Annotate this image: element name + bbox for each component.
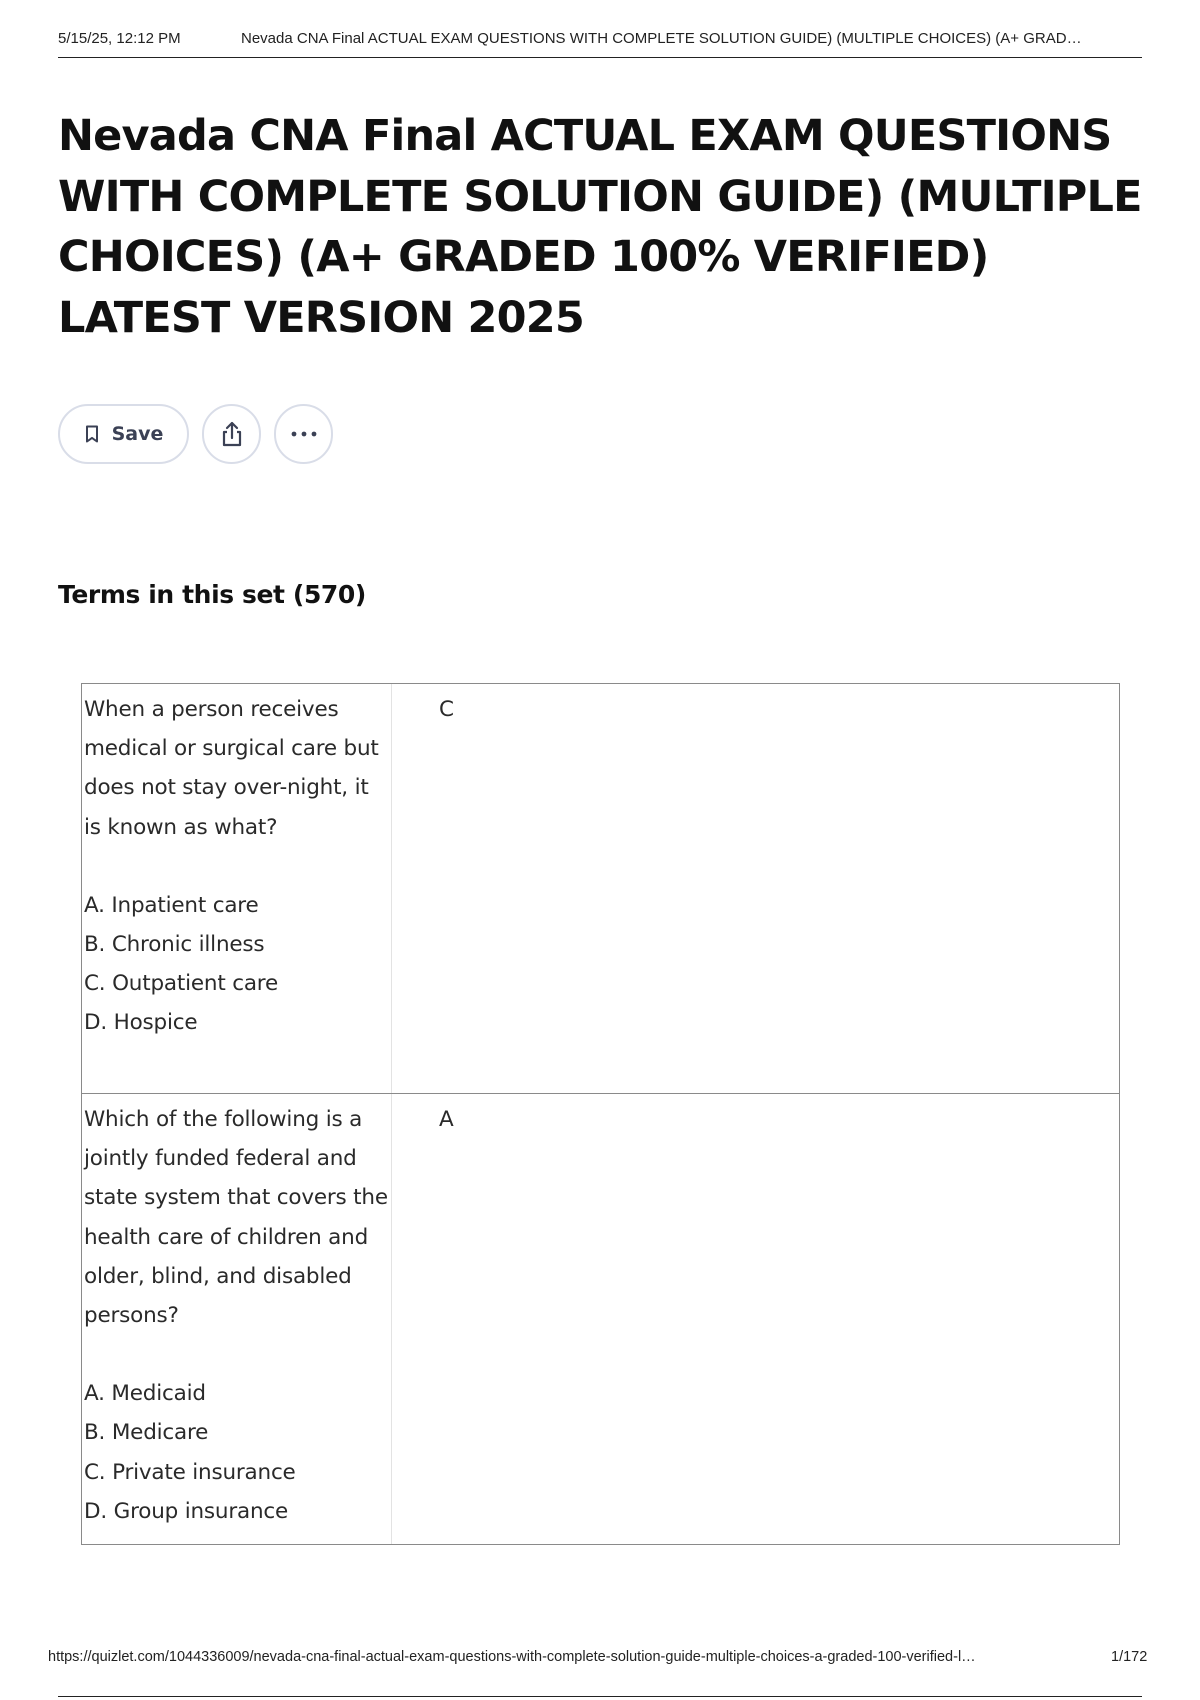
term-choice: B. Chronic illness — [84, 932, 265, 958]
bookmark-icon — [84, 424, 100, 444]
share-icon — [219, 420, 245, 448]
terms-table — [81, 683, 1120, 1545]
terms-heading: Terms in this set (570) — [58, 580, 366, 609]
term-choice: D. Group insurance — [84, 1498, 289, 1524]
term-choice: D. Hospice — [84, 1010, 198, 1036]
term-answer: C — [439, 697, 455, 722]
print-header — [58, 28, 1142, 58]
term-question-cell — [82, 1094, 392, 1544]
term-choice: B. Medicare — [84, 1420, 209, 1446]
page-number: 1/172 — [1111, 1649, 1148, 1665]
page-title: Nevada CNA Final ACTUAL EXAM QUESTIONS WITH COMPLETE SOLUTION GUIDE) (MULTIPLE CHOICES) (A+ GRADED 100% VERIFIED) LATEST VERSION 2025 — [58, 111, 1142, 343]
term-answer: A — [439, 1107, 454, 1132]
term-question: When a person receives medical or surgical care but does not stay over-night, it is known as what? — [84, 697, 379, 840]
term-choice: A. Inpatient care — [84, 892, 259, 918]
term-choice: C. Outpatient care — [84, 971, 278, 997]
term-card[interactable] — [82, 1094, 1119, 1544]
print-url: https://quizlet.com/1044336009/nevada-cna-final-actual-exam-questions-with-complete-solution-guide-multiple-choices-a-graded-100-verified-l… — [48, 1649, 976, 1665]
share-button[interactable] — [202, 404, 261, 464]
save-button[interactable] — [58, 404, 189, 464]
term-card[interactable] — [82, 684, 1119, 1094]
term-choice: C. Private insurance — [84, 1459, 296, 1485]
more-icon — [290, 430, 318, 438]
term-question: Which of the following is a jointly funded federal and state system that covers the health care of children and older, blind, and disabled persons? — [84, 1107, 388, 1329]
term-choice: A. Medicaid — [84, 1381, 206, 1407]
more-options-button[interactable] — [274, 404, 333, 464]
print-date: 5/15/25, 12:12 PM — [58, 30, 181, 47]
term-question-cell — [82, 684, 392, 1093]
footer-divider — [58, 1696, 1142, 1697]
print-doc-title: Nevada CNA Final ACTUAL EXAM QUESTIONS WITH COMPLETE SOLUTION GUIDE) (MULTIPLE CHOICES) (A+ GRAD… — [241, 30, 1082, 47]
save-button-label: Save — [111, 423, 164, 445]
